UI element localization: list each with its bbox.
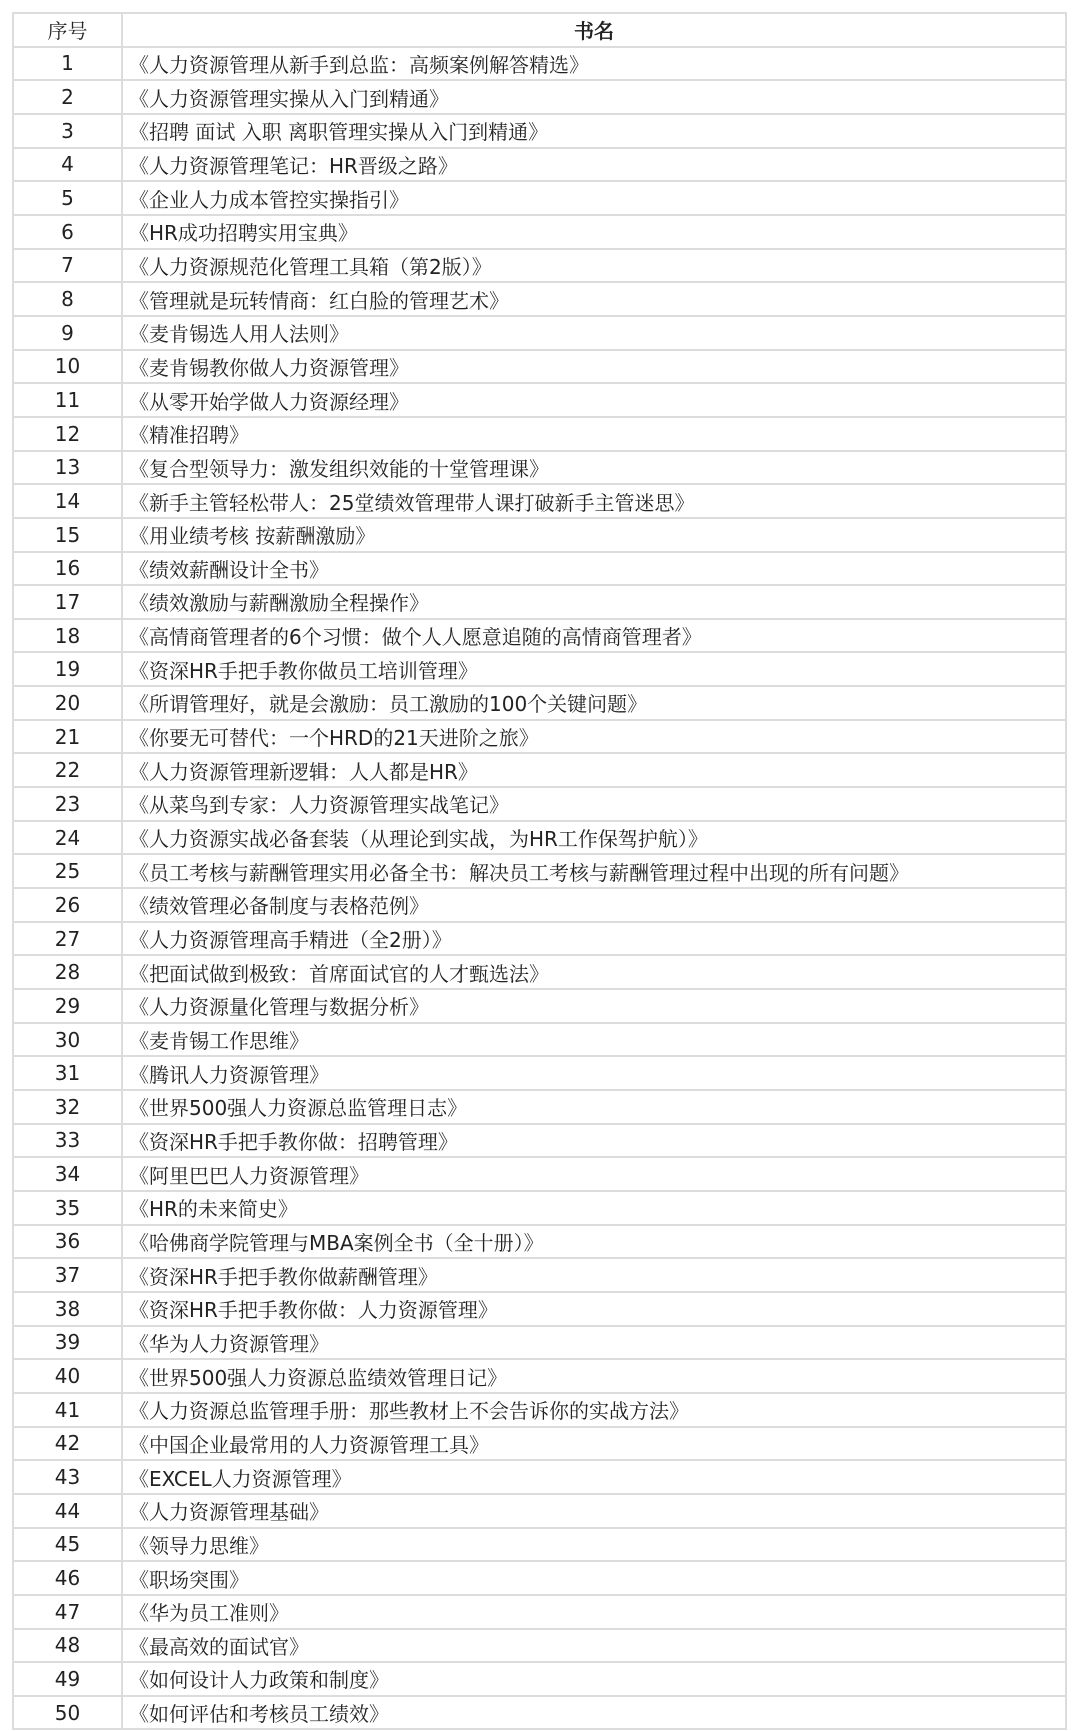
- book-title: 《人力资源管理从新手到总监：高频案例解答精选》: [129, 52, 589, 77]
- table-row: [14, 620, 1065, 654]
- row-number: 28: [14, 956, 123, 988]
- book-title: 《从菜鸟到专家：人力资源管理实战笔记》: [129, 793, 509, 818]
- row-number: 13: [14, 452, 123, 484]
- row-number: 44: [14, 1495, 123, 1527]
- table-row: [14, 519, 1065, 553]
- book-title: 《阿里巴巴人力资源管理》: [129, 1163, 369, 1188]
- book-title: 《你要无可替代：一个HRD的21天进阶之旅》: [129, 726, 539, 751]
- row-number: 39: [14, 1327, 123, 1359]
- book-title: 《腾讯人力资源管理》: [129, 1062, 329, 1087]
- table-row: [14, 1091, 1065, 1125]
- row-number: 1: [14, 48, 123, 80]
- table-row: [14, 1596, 1065, 1630]
- book-title: 《从零开始学做人力资源经理》: [129, 389, 409, 414]
- row-number: 2: [14, 81, 123, 113]
- book-title: 《人力资源管理基础》: [129, 1500, 329, 1525]
- book-title: 《世界500强人力资源总监管理日志》: [129, 1096, 468, 1121]
- book-title: 《把面试做到极致：首席面试官的人才甄选法》: [129, 961, 549, 986]
- row-number: 4: [14, 149, 123, 181]
- book-title: 《用业绩考核 按薪酬激励》: [129, 524, 376, 549]
- book-title: 《最高效的面试官》: [129, 1634, 309, 1659]
- table-row: [14, 81, 1065, 115]
- row-number: 6: [14, 216, 123, 248]
- table-row: [14, 1495, 1065, 1529]
- table-row: [14, 956, 1065, 990]
- row-number: 17: [14, 586, 123, 618]
- book-title: 《人力资源规范化管理工具箱（第2版）》: [129, 254, 492, 279]
- book-title: 《领导力思维》: [129, 1533, 269, 1558]
- book-title: 《绩效薪酬设计全书》: [129, 557, 329, 582]
- row-number: 48: [14, 1630, 123, 1662]
- row-number: 31: [14, 1057, 123, 1089]
- table-row: [14, 1293, 1065, 1327]
- table-row: [14, 1697, 1065, 1731]
- table-row: [14, 822, 1065, 856]
- table-row: [14, 1428, 1065, 1462]
- row-number: 7: [14, 250, 123, 282]
- book-title: 《哈佛商学院管理与MBA案例全书（全十册）》: [129, 1230, 544, 1255]
- row-number: 29: [14, 990, 123, 1022]
- table-row: [14, 1630, 1065, 1664]
- book-title: 《企业人力成本管控实操指引》: [129, 187, 409, 212]
- book-title: 《如何设计人力政策和制度》: [129, 1668, 389, 1693]
- row-number: 9: [14, 317, 123, 349]
- table-row: [14, 687, 1065, 721]
- book-title: 《高情商管理者的6个习惯：做个人人愿意追随的高情商管理者》: [129, 625, 702, 650]
- row-number: 41: [14, 1394, 123, 1426]
- table-row: [14, 1663, 1065, 1697]
- book-title: 《EXCEL人力资源管理》: [129, 1466, 352, 1491]
- book-title: 《职场突围》: [129, 1567, 249, 1592]
- table-row: [14, 855, 1065, 889]
- table-row: [14, 586, 1065, 620]
- row-number: 14: [14, 485, 123, 517]
- book-title: 《如何评估和考核员工绩效》: [129, 1702, 389, 1727]
- row-number: 18: [14, 620, 123, 652]
- row-number: 8: [14, 283, 123, 315]
- table-row: [14, 1461, 1065, 1495]
- book-title: 《HR成功招聘实用宝典》: [129, 221, 358, 246]
- row-number: 10: [14, 351, 123, 383]
- table-header-row: [14, 14, 1065, 48]
- row-number: 30: [14, 1024, 123, 1056]
- table-row: [14, 418, 1065, 452]
- table-row: [14, 351, 1065, 385]
- row-number: 45: [14, 1529, 123, 1561]
- book-title: 《人力资源管理新逻辑：人人都是HR》: [129, 759, 478, 784]
- row-number: 27: [14, 923, 123, 955]
- book-title: 《精准招聘》: [129, 423, 249, 448]
- book-title: 《资深HR手把手教你做员工培训管理》: [129, 658, 478, 683]
- book-title: 《人力资源管理高手精进（全2册）》: [129, 928, 452, 953]
- table-row: [14, 485, 1065, 519]
- row-number: 33: [14, 1125, 123, 1157]
- book-title: 《人力资源实战必备套装（从理论到实战，为HR工作保驾护航）》: [129, 827, 708, 852]
- table-row: [14, 889, 1065, 923]
- table-row: [14, 1394, 1065, 1428]
- row-number: 32: [14, 1091, 123, 1123]
- table-row: [14, 1562, 1065, 1596]
- table-row: [14, 553, 1065, 587]
- book-title: 《中国企业最常用的人力资源管理工具》: [129, 1432, 489, 1457]
- row-number: 46: [14, 1562, 123, 1594]
- book-title: 《复合型领导力：激发组织效能的十堂管理课》: [129, 456, 549, 481]
- book-title: 《资深HR手把手教你做薪酬管理》: [129, 1264, 438, 1289]
- table-row: [14, 452, 1065, 486]
- table-row: [14, 1327, 1065, 1361]
- table-row: [14, 923, 1065, 957]
- book-title: 《华为人力资源管理》: [129, 1331, 329, 1356]
- table-row: [14, 384, 1065, 418]
- book-title: 《招聘 面试 入职 离职管理实操从入门到精通》: [129, 120, 549, 145]
- table-row: [14, 1158, 1065, 1192]
- table-row: [14, 216, 1065, 250]
- row-number: 23: [14, 788, 123, 820]
- table-row: [14, 1226, 1065, 1260]
- row-number: 12: [14, 418, 123, 450]
- book-title: 《员工考核与薪酬管理实用必备全书：解决员工考核与薪酬管理过程中出现的所有问题》: [129, 860, 909, 885]
- row-number: 49: [14, 1663, 123, 1695]
- table-row: [14, 1259, 1065, 1293]
- row-number: 22: [14, 754, 123, 786]
- book-title: 《绩效激励与薪酬激励全程操作》: [129, 591, 429, 616]
- row-number: 36: [14, 1226, 123, 1258]
- book-title: 《人力资源管理笔记：HR晋级之路》: [129, 153, 458, 178]
- table-row: [14, 1024, 1065, 1058]
- book-title: 《人力资源管理实操从入门到精通》: [129, 86, 449, 111]
- book-title: 《绩效管理必备制度与表格范例》: [129, 894, 429, 919]
- book-title: 《人力资源量化管理与数据分析》: [129, 995, 429, 1020]
- row-number: 50: [14, 1697, 123, 1729]
- book-title: 《麦肯锡选人用人法则》: [129, 322, 349, 347]
- book-title: 《人力资源总监管理手册：那些教材上不会告诉你的实战方法》: [129, 1399, 689, 1424]
- row-number: 38: [14, 1293, 123, 1325]
- row-number: 34: [14, 1158, 123, 1190]
- table-row: [14, 1125, 1065, 1159]
- row-number: 5: [14, 182, 123, 214]
- table-row: [14, 721, 1065, 755]
- row-number: 42: [14, 1428, 123, 1460]
- row-number: 21: [14, 721, 123, 753]
- table-row: [14, 283, 1065, 317]
- row-number: 25: [14, 855, 123, 887]
- row-number: 20: [14, 687, 123, 719]
- row-number: 26: [14, 889, 123, 921]
- header-number: 序号: [14, 14, 123, 46]
- row-number: 19: [14, 653, 123, 685]
- header-title: 书名: [574, 19, 614, 44]
- table-row: [14, 182, 1065, 216]
- table-body: [14, 48, 1065, 1731]
- table-row: [14, 115, 1065, 149]
- table-row: [14, 1192, 1065, 1226]
- table-row: [14, 1057, 1065, 1091]
- row-number: 40: [14, 1360, 123, 1392]
- table-row: [14, 317, 1065, 351]
- book-title: 《华为员工准则》: [129, 1601, 289, 1626]
- row-number: 37: [14, 1259, 123, 1291]
- book-title: 《资深HR手把手教你做：人力资源管理》: [129, 1298, 498, 1323]
- row-number: 3: [14, 115, 123, 147]
- row-number: 24: [14, 822, 123, 854]
- row-number: 43: [14, 1461, 123, 1493]
- row-number: 47: [14, 1596, 123, 1628]
- book-title: 《资深HR手把手教你做：招聘管理》: [129, 1129, 458, 1154]
- row-number: 11: [14, 384, 123, 416]
- book-title: 《HR的未来简史》: [129, 1197, 298, 1222]
- table-row: [14, 1360, 1065, 1394]
- row-number: 15: [14, 519, 123, 551]
- row-number: 35: [14, 1192, 123, 1224]
- book-title: 《所谓管理好，就是会激励：员工激励的100个关键问题》: [129, 692, 648, 717]
- book-title: 《麦肯锡教你做人力资源管理》: [129, 355, 409, 380]
- book-title: 《新手主管轻松带人：25堂绩效管理带人课打破新手主管迷思》: [129, 490, 695, 515]
- table-row: [14, 48, 1065, 82]
- book-title: 《世界500强人力资源总监绩效管理日记》: [129, 1365, 508, 1390]
- table-row: [14, 149, 1065, 183]
- book-title: 《麦肯锡工作思维》: [129, 1029, 309, 1054]
- table-row: [14, 788, 1065, 822]
- table-row: [14, 754, 1065, 788]
- table-row: [14, 250, 1065, 284]
- row-number: 16: [14, 553, 123, 585]
- table-row: [14, 653, 1065, 687]
- book-list-table: [12, 12, 1067, 1730]
- table-row: [14, 1529, 1065, 1563]
- book-title: 《管理就是玩转情商：红白脸的管理艺术》: [129, 288, 509, 313]
- table-row: [14, 990, 1065, 1024]
